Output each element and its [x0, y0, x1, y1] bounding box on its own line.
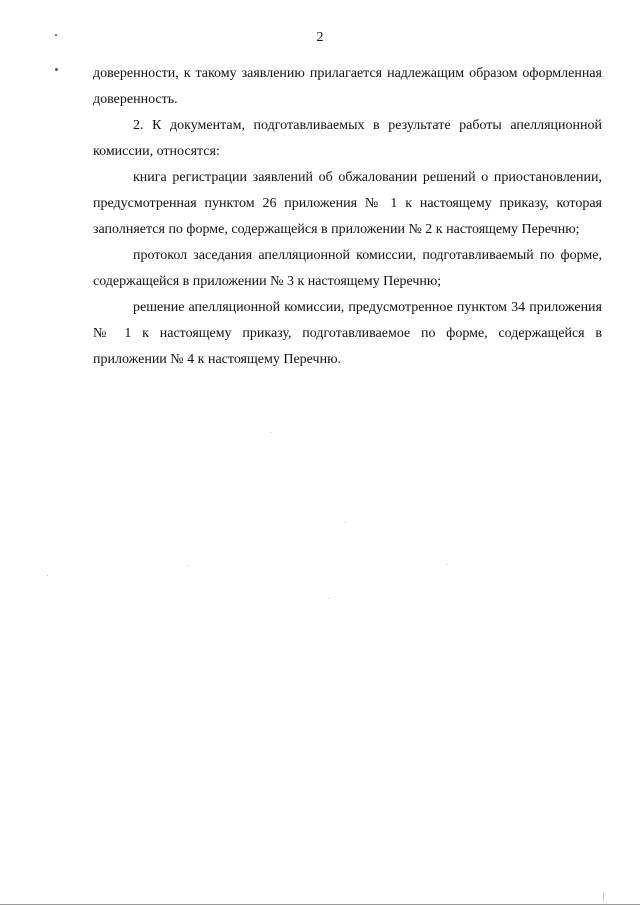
paragraph-continuation: доверенности, к такому заявлению прилагается надлежащим образом оформленная доверенность. [93, 66, 602, 107]
scan-speck [270, 432, 271, 433]
paragraph-meeting-protocol: протокол заседания апелляционной комиссии, подготавливаемый по форме, содержащейся в приложении № 3 к настоящему Перечню; [93, 248, 602, 289]
scan-speck [188, 565, 189, 566]
paragraph-registration-book: книга регистрации заявлений об обжаловании решений о приостановлении, предусмотренная пунктом 26 приложения № 1 к настоящему приказу, которая заполняется по форме, содержащейся в приложении № 2 к настоящему Перечню; [93, 170, 602, 237]
page-edge-tick [603, 892, 604, 902]
page-number: 2 [316, 30, 324, 45]
document-body [93, 61, 602, 373]
scan-speck [345, 522, 346, 523]
paragraph-commission-decision: решение апелляционной комиссии, предусмотренное пунктом 34 приложения № 1 к настоящему приказу, подготавливаемое по форме, содержащейся в приложении № 4 к настоящему Перечню. [93, 300, 602, 367]
paragraph-item-2: 2. К документам, подготавливаемых в результате работы апелляционной комиссии, относятся: [93, 118, 602, 159]
scan-speck [329, 598, 330, 599]
scan-speck [446, 564, 447, 565]
scan-dot-mark [55, 68, 58, 71]
scan-speck [47, 575, 48, 576]
